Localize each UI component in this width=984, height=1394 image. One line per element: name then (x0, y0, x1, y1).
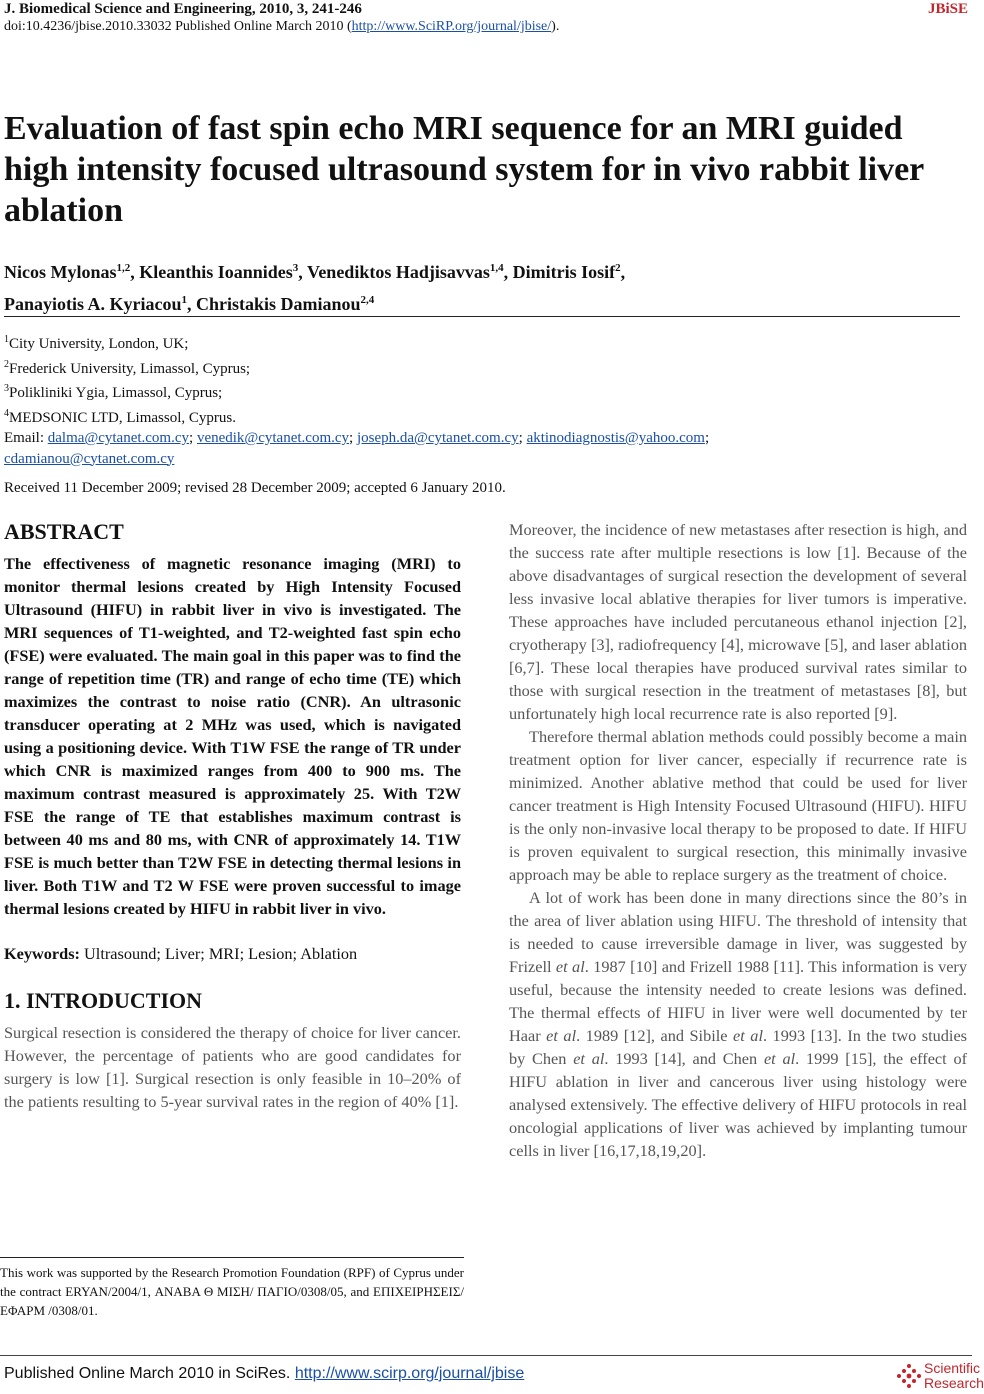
section-heading-introduction: 1. INTRODUCTION (4, 988, 203, 1013)
footer-link[interactable]: http://www.scirp.org/journal/jbise (294, 1365, 525, 1382)
author-affil-sup: 1,2 (116, 262, 131, 274)
keywords-label: Keywords: (4, 944, 80, 963)
author-affil-sup: 3 (292, 262, 299, 274)
left-column (4, 518, 461, 1113)
intro-paragraph: Surgical resection is considered the therapy of choice for liver cancer. However, the percentage of patients who are good candidates for surgery is low [1]. Surgical resection is only feasible in 10–20% of the patients resulting to 5-year survival rates in the region of 40% [1]. (4, 1023, 461, 1111)
author-name: Panayiotis A. Kyriacou (4, 294, 182, 314)
affiliation-line: $^3$Polikliniki Ygia, Limassol, Cyprus; (4, 383, 223, 401)
email-link[interactable]: joseph.da@cytanet.com.cy (356, 430, 519, 446)
body-paragraph: A lot of work has been done in many directions since the 80’s in the area of liver ablation using HIFU. The threshold of intensity that is needed to cause irreversible damage in liver, was suggested by Frizell et al. 1987 [10] and Frizell 1988 [11]. This information is very useful, because the intensity needed to create lesions was defined. The thermal effects of HIFU in liver were well documented by ter Haar et al. 1989 [12], and Sibile et al. 1993 [13]. In the two studies by Chen et al. 1993 [14], and Chen et al. 1999 [15], the effect of HIFU ablation in liver and cancerous liver using histology were analysed extensively. The effective delivery of HIFU protocols in real oncologial applications of liver was achieved by implanting tumour cells in liver [16,17,18,19,20]. (509, 888, 968, 1160)
funding-footnote: This work was supported by the Research Promotion Foundation (RPF) of Cyprus under the contract ERYAN/2004/1, ΑΝΑΒΑ Θ ΜΙΣΗ/ ΠΑΓΙΟ/0308/05, and ΕΠΙΧΕΙΡΗΣΕΙΣ/ ΕΦΑΡΜ /0308/01. (0, 1265, 464, 1318)
journal-citation: J. Biomedical Science and Engineering, 2010, 3, 241-246 (4, 1, 362, 17)
email-link[interactable]: dalma@cytanet.com.cy (47, 430, 190, 446)
author-affil-sup: 1,4 (489, 262, 504, 274)
keywords-text: Ultrasound; Liver; MRI; Lesion; Ablation (79, 944, 358, 963)
header-divider (4, 316, 960, 317)
abstract-heading: ABSTRACT (4, 519, 124, 544)
email-link[interactable]: venedik@cytanet.com.cy (196, 430, 350, 446)
doi-suffix: ). (551, 19, 560, 34)
author-name: , Dimitris Iosif (503, 262, 616, 282)
logo-dots-icon (896, 1363, 922, 1389)
journal-abbreviation: JBiSE (927, 1, 968, 17)
author-affil-sup: 1 (181, 294, 188, 306)
author-name: , Venediktos Hadjisavvas (298, 262, 490, 282)
author-list (4, 254, 964, 318)
abstract-text: The effectiveness of magnetic resonance imaging (MRI) to monitor thermal lesions created by High Intensity Focused Ultrasound (HIFU) in rabbit liver in vivo is investigated. The MRI sequences of T1-weighted, and T2-weighted fast spin echo (FSE) were evaluated. The main goal in this paper was to find the range of repetition time (TR) and range of echo time (TE) which maximizes the contrast to noise ratio (CNR). An ultrasonic transducer operating at 2 MHz was used, which is navigated using a positioning device. With T1W FSE the range of TR under which CNR is maximized ranges from 400 to 900 ms. The maximum contrast measured is approximately 25. With T2W FSE the range of TE that establishes maximum contrast is between 40 ms and 80 ms, with CNR of approximately 14. T1W FSE is much better than T2W FSE in detecting thermal lesions in liver. Both T1W and T2 W FSE were proven successful to image thermal lesions created by HIFU in rabbit liver in vivo. (4, 554, 461, 918)
body-paragraph: Therefore thermal ablation methods could possibly become a main treatment option for liver cancer, especially if recurrence rate is minimized. Another ablative method that could be used for liver cancer treatment is High Intensity Focused Ultrasound (HIFU). HIFU is the only non-invasive local therapy to be proposed to date. If HIFU is proven equivalent to surgical resection, this minimally invasive approach may be able to replace surgery as the treatment of choice. (509, 727, 967, 884)
footnote-divider (0, 1257, 464, 1258)
author-name: , Kleanthis Ioannides (130, 262, 293, 282)
email-label: Email: (4, 430, 48, 446)
received-dates: Received 11 December 2009; revised 28 December 2009; accepted 6 January 2010. (4, 480, 506, 496)
affiliation-line: $^2$Frederick University, Limassol, Cyprus; (4, 358, 251, 377)
scientific-research-logo (896, 1358, 984, 1394)
right-column (509, 518, 967, 1162)
keywords (4, 942, 461, 965)
doi-text: doi:10.4236/jbise.2010.33032 Published Online March 2010 ( (4, 19, 352, 34)
email-link[interactable]: aktinodiagnostis@yahoo.com (526, 430, 705, 446)
paper-title: Evaluation of fast spin echo MRI sequence for an MRI guided high intensity focused ultrasound system for in vivo rabbit liver ablation (4, 110, 924, 229)
email-link[interactable]: cdamianou@cytanet.com.cy (4, 450, 175, 467)
author-name: Nicos Mylonas (4, 262, 117, 282)
footer-divider (0, 1355, 972, 1356)
email-line (4, 449, 964, 470)
affiliation-line: $^1$City University, London, UK; (4, 334, 189, 352)
logo-text: Scientific Research (924, 1360, 984, 1391)
doi-line (4, 18, 968, 36)
author-name: , Christakis Damianou (187, 294, 361, 314)
author-separator: , (620, 262, 626, 282)
author-affil-sup: 2,4 (360, 294, 375, 306)
footer-published (4, 1363, 524, 1385)
affiliation-line: $^4$MEDSONIC LTD, Limassol, Cyprus. (4, 407, 236, 426)
email-line: Email: dalma@cytanet.com.cy; venedik@cytanet.com.cy; joseph.da@cytanet.com.cy; aktinodiagnostis@yahoo.com; (4, 430, 710, 446)
journal-link[interactable]: http://www.SciRP.org/journal/jbise/ (351, 19, 552, 34)
author-affil-sup: 2 (615, 262, 621, 274)
body-paragraph: Moreover, the incidence of new metastases after resection is high, and the success rate after multiple resections is low [1]. Because of the above disadvantages of surgical resection the development of several less invasive local ablative therapies for liver tumors is imperative. These approaches have included percutaneous ethanol injection [2], cryotherapy [3], radiofrequency [4], microwave [5], and laser ablation [6,7]. These local therapies have produced survival rates similar to those with surgical resection in the treatment of metastases [8], but unfortunately high local recurrence rate is also reported [9]. (509, 520, 967, 723)
affiliations (4, 330, 964, 469)
footer-text: Published Online March 2010 in SciRes. (4, 1365, 295, 1382)
running-header (4, 0, 968, 36)
